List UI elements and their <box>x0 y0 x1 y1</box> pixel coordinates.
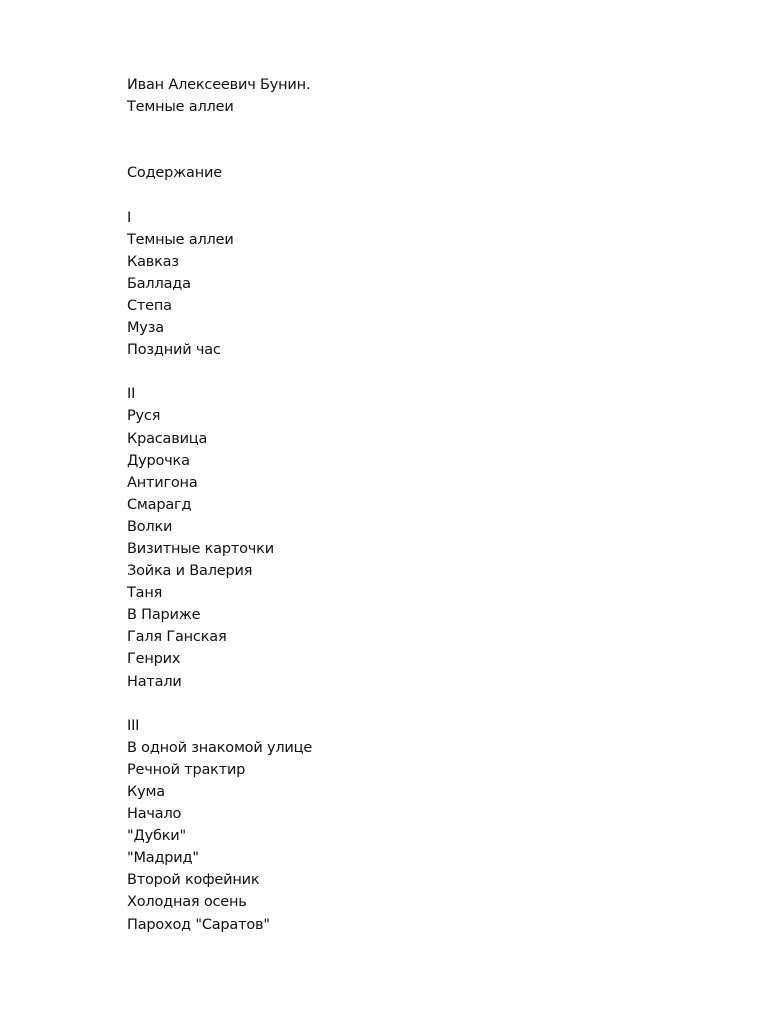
toc-item: Галя Ганская <box>127 629 227 646</box>
toc-item: Антигона <box>127 474 198 491</box>
section-1 <box>127 207 687 362</box>
toc-item: Таня <box>127 585 163 602</box>
toc-item: Кавказ <box>127 253 179 270</box>
toc-item: В Париже <box>127 607 201 624</box>
toc-item: Пароход "Саратов" <box>127 916 270 933</box>
spacer <box>127 184 687 206</box>
toc-item: Степа <box>127 297 172 314</box>
toc-item: Дурочка <box>127 452 190 469</box>
toc-item: Генрих <box>127 651 181 668</box>
section-numeral: I <box>127 209 132 226</box>
toc-item: "Мадрид" <box>127 850 199 867</box>
section-numeral: II <box>127 386 136 403</box>
document-page <box>127 74 687 936</box>
toc-item: Холодная осень <box>127 894 247 911</box>
contents-heading: Содержание <box>127 165 222 182</box>
spacer <box>127 118 687 162</box>
toc-item: Зойка и Валерия <box>127 563 253 580</box>
spacer <box>127 361 687 383</box>
toc-item: Кума <box>127 784 165 800</box>
toc-item: "Дубки" <box>127 828 186 845</box>
section-2 <box>127 383 687 692</box>
section-numeral: III <box>127 717 140 734</box>
toc-item: Второй кофейник <box>127 872 260 889</box>
toc-item: Темные аллеи <box>127 231 234 248</box>
toc-item: Натали <box>127 673 182 690</box>
toc-item: Руся <box>127 408 161 425</box>
section-3 <box>127 715 687 936</box>
toc-item: Муза <box>127 320 164 337</box>
toc-item: Красавица <box>127 430 208 447</box>
spacer <box>127 693 687 715</box>
toc-item: Волки <box>127 518 173 535</box>
toc-item: В одной знакомой улице <box>127 739 313 756</box>
toc-item: Визитные карточки <box>127 540 274 557</box>
toc-item: Поздний час <box>127 342 221 359</box>
toc-item: Речной трактир <box>127 761 246 778</box>
book-title: Темные аллеи <box>127 99 234 116</box>
toc-item: Баллада <box>127 275 191 292</box>
author-line: Иван Алексеевич Бунин. <box>127 77 311 93</box>
toc-item: Начало <box>127 806 182 823</box>
toc-item: Смарагд <box>127 496 192 513</box>
